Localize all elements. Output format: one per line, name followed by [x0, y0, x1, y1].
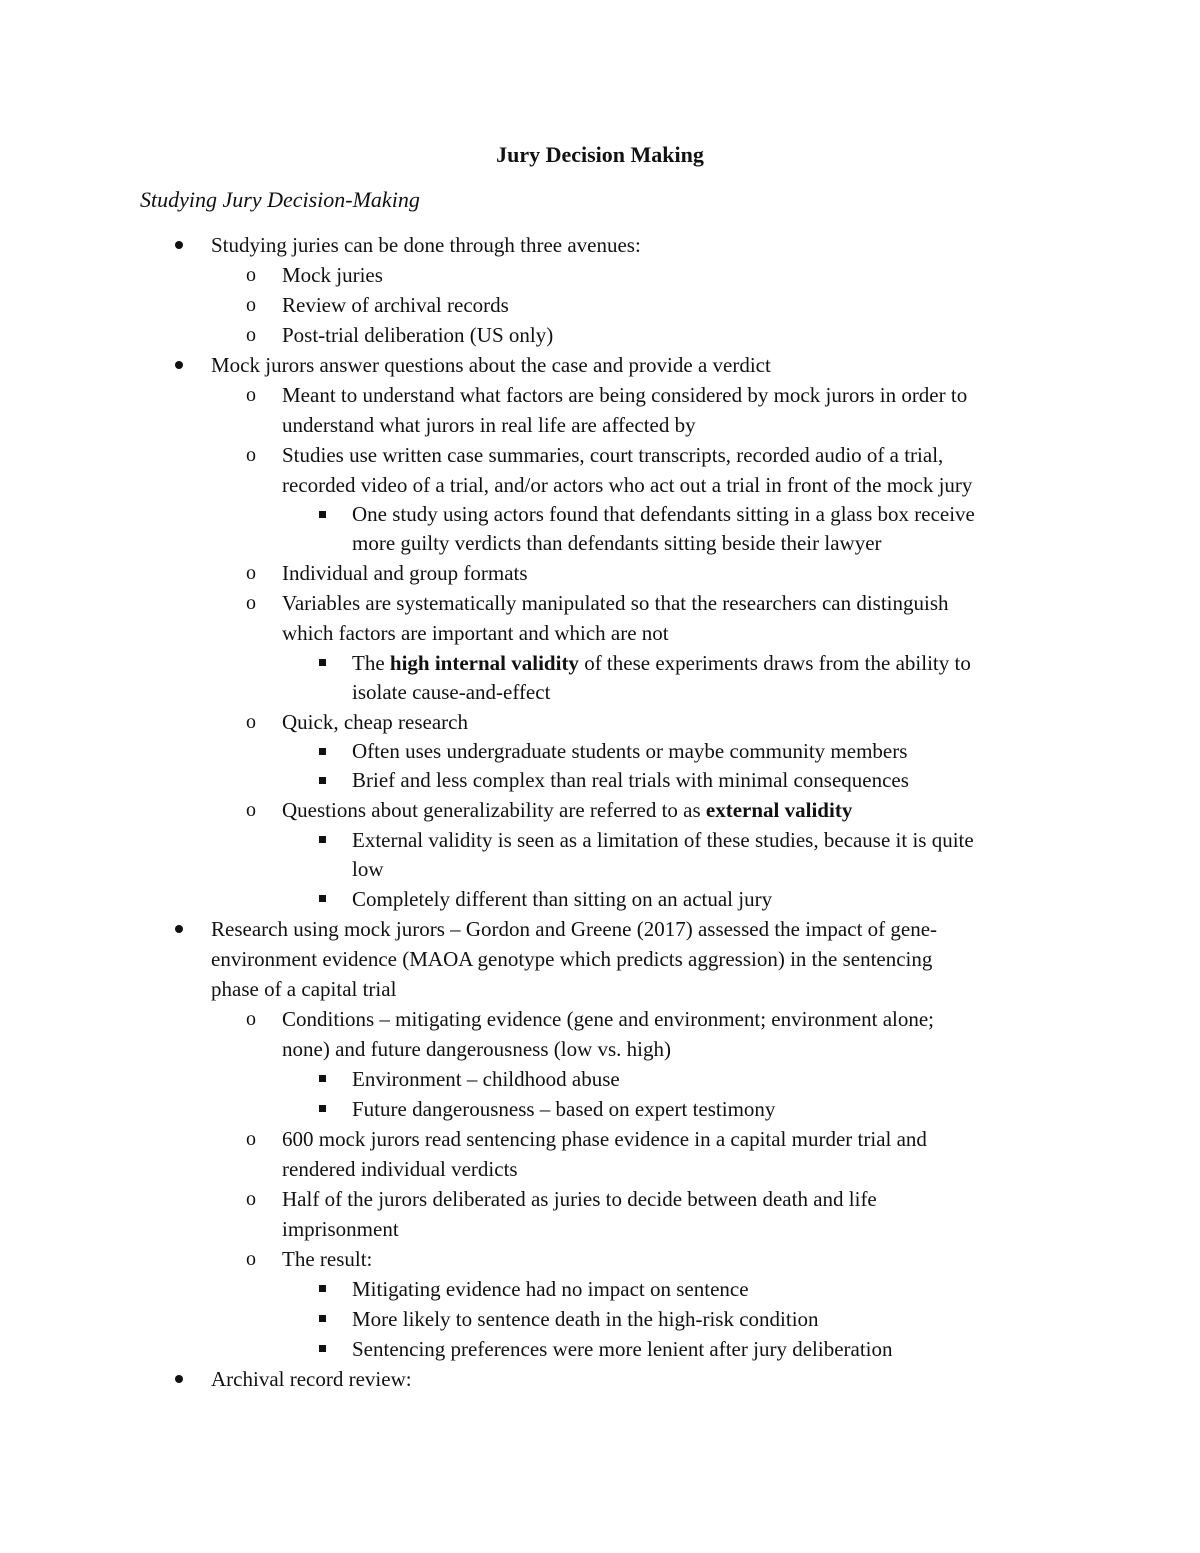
circle-marker-icon: o	[246, 799, 256, 821]
square-marker-icon	[319, 1105, 326, 1112]
circle-marker-icon: o	[246, 1008, 256, 1030]
list-item-text: Sentencing preferences were more lenient after jury deliberation	[352, 1337, 893, 1361]
circle-marker-icon: o	[246, 1248, 256, 1270]
list-item-continuation	[0, 529, 1200, 558]
list-item	[0, 1184, 1200, 1214]
list-item-text: none) and future dangerousness (low vs. high)	[282, 1037, 671, 1061]
list-item-text: Half of the jurors deliberated as juries to decide between death and life	[282, 1187, 877, 1211]
circle-marker-icon: o	[246, 1188, 256, 1210]
list-item-text: low	[352, 857, 384, 881]
list-item-text: phase of a capital trial	[211, 977, 397, 1001]
circle-marker-icon: o	[246, 444, 256, 466]
circle-marker-icon: o	[246, 711, 256, 733]
list-item	[0, 320, 1200, 350]
list-item	[0, 558, 1200, 588]
list-item	[0, 440, 1200, 470]
list-item-continuation	[0, 855, 1200, 884]
list-item	[0, 230, 1200, 260]
list-item	[0, 1274, 1200, 1304]
bold-term: high internal validity	[389, 651, 579, 675]
list-item	[0, 1064, 1200, 1094]
list-item-text: Post-trial deliberation (US only)	[282, 323, 554, 347]
text-run: of these experiments draws from the ability to	[578, 651, 971, 675]
list-item-text: Archival record review:	[211, 1367, 412, 1391]
square-marker-icon	[319, 659, 326, 666]
list-item	[0, 737, 1200, 766]
list-item-continuation	[0, 1154, 1200, 1184]
list-item	[0, 707, 1200, 737]
text-run: Questions about generalizability are referred to as	[282, 798, 706, 822]
list-item-text: Brief and less complex than real trials with minimal consequences	[352, 768, 909, 792]
circle-marker-icon: o	[246, 1128, 256, 1150]
list-item	[0, 350, 1200, 380]
text-run: The	[352, 651, 390, 675]
list-item-text: Studying juries can be done through three avenues:	[211, 233, 641, 257]
list-item	[0, 1364, 1200, 1394]
list-item-text: Research using mock jurors – Gordon and Greene (2017) assessed the impact of gene-	[211, 917, 938, 941]
list-item-text: One study using actors found that defendants sitting in a glass box receive	[352, 502, 975, 526]
list-item	[0, 1304, 1200, 1334]
list-item-continuation	[0, 678, 1200, 707]
list-item-text: Often uses undergraduate students or maybe community members	[352, 739, 908, 763]
list-item-continuation	[0, 410, 1200, 440]
list-item-text: Individual and group formats	[282, 561, 528, 585]
circle-marker-icon: o	[246, 294, 256, 316]
list-item	[0, 795, 1200, 825]
list-item-text	[282, 795, 852, 825]
bullet-marker-icon	[175, 1375, 183, 1383]
square-marker-icon	[319, 836, 326, 843]
list-item-text: Meant to understand what factors are being considered by mock jurors in order to	[282, 383, 968, 407]
list-item	[0, 766, 1200, 795]
list-item-text: Quick, cheap research	[282, 710, 468, 734]
list-item-text: which factors are important and which are not	[282, 621, 669, 645]
list-item	[0, 1244, 1200, 1274]
square-marker-icon	[319, 748, 326, 755]
list-item-continuation	[0, 1034, 1200, 1064]
list-item	[0, 1004, 1200, 1034]
list-item-text: recorded video of a trial, and/or actors who act out a trial in front of the mock jury	[282, 473, 973, 497]
list-item-text: isolate cause-and-effect	[352, 680, 551, 704]
list-item-text: External validity is seen as a limitation of these studies, because it is quite	[352, 828, 974, 852]
circle-marker-icon: o	[246, 264, 256, 286]
square-marker-icon	[319, 511, 326, 518]
list-item-text	[352, 648, 971, 678]
list-item-text: Review of archival records	[282, 293, 509, 317]
list-item	[0, 914, 1200, 944]
list-item-text: rendered individual verdicts	[282, 1157, 518, 1181]
list-item-continuation	[0, 1214, 1200, 1244]
bullet-marker-icon	[175, 361, 183, 369]
list-item	[0, 648, 1200, 678]
bold-term: external validity	[705, 798, 853, 822]
list-item-text: The result:	[282, 1247, 373, 1271]
list-item	[0, 260, 1200, 290]
square-marker-icon	[319, 1075, 326, 1082]
list-item-continuation	[0, 944, 1200, 974]
bullet-marker-icon	[175, 241, 183, 249]
list-item-text: imprisonment	[282, 1217, 399, 1241]
square-marker-icon	[319, 777, 326, 784]
list-item-text: environment evidence (MAOA genotype which predicts aggression) in the sentencing	[211, 947, 933, 971]
list-item	[0, 290, 1200, 320]
list-item-text: Future dangerousness – based on expert testimony	[352, 1097, 776, 1121]
list-item-text: Mitigating evidence had no impact on sentence	[352, 1277, 749, 1301]
list-item-text: Mock jurors answer questions about the case and provide a verdict	[211, 353, 771, 377]
list-item	[0, 1334, 1200, 1364]
list-item-text: understand what jurors in real life are affected by	[282, 413, 696, 437]
list-item-text: Mock juries	[282, 263, 383, 287]
list-item	[0, 1094, 1200, 1124]
list-item-continuation	[0, 974, 1200, 1004]
list-item-text: More likely to sentence death in the high-risk condition	[352, 1307, 819, 1331]
circle-marker-icon: o	[246, 384, 256, 406]
outline-list	[0, 230, 1200, 1394]
list-item-text: 600 mock jurors read sentencing phase evidence in a capital murder trial and	[282, 1127, 927, 1151]
list-item-text: Environment – childhood abuse	[352, 1067, 620, 1091]
circle-marker-icon: o	[246, 324, 256, 346]
list-item	[0, 380, 1200, 410]
square-marker-icon	[319, 895, 326, 902]
list-item-text: Variables are systematically manipulated so that the researchers can distinguish	[282, 591, 949, 615]
list-item	[0, 1124, 1200, 1154]
list-item-text: more guilty verdicts than defendants sitting beside their lawyer	[352, 531, 882, 555]
circle-marker-icon: o	[246, 592, 256, 614]
document-title: Jury Decision Making	[496, 142, 704, 167]
square-marker-icon	[319, 1345, 326, 1352]
list-item-text: Completely different than sitting on an actual jury	[352, 887, 773, 911]
list-item	[0, 500, 1200, 529]
circle-marker-icon: o	[246, 562, 256, 584]
square-marker-icon	[319, 1315, 326, 1322]
list-item-continuation	[0, 470, 1200, 500]
list-item	[0, 588, 1200, 618]
section-heading: Studying Jury Decision-Making	[140, 187, 420, 212]
square-marker-icon	[319, 1285, 326, 1292]
list-item	[0, 825, 1200, 855]
list-item-text: Studies use written case summaries, court transcripts, recorded audio of a trial,	[282, 443, 944, 467]
list-item	[0, 884, 1200, 914]
list-item-continuation	[0, 618, 1200, 648]
list-item-text: Conditions – mitigating evidence (gene and environment; environment alone;	[282, 1007, 935, 1031]
bullet-marker-icon	[175, 925, 183, 933]
